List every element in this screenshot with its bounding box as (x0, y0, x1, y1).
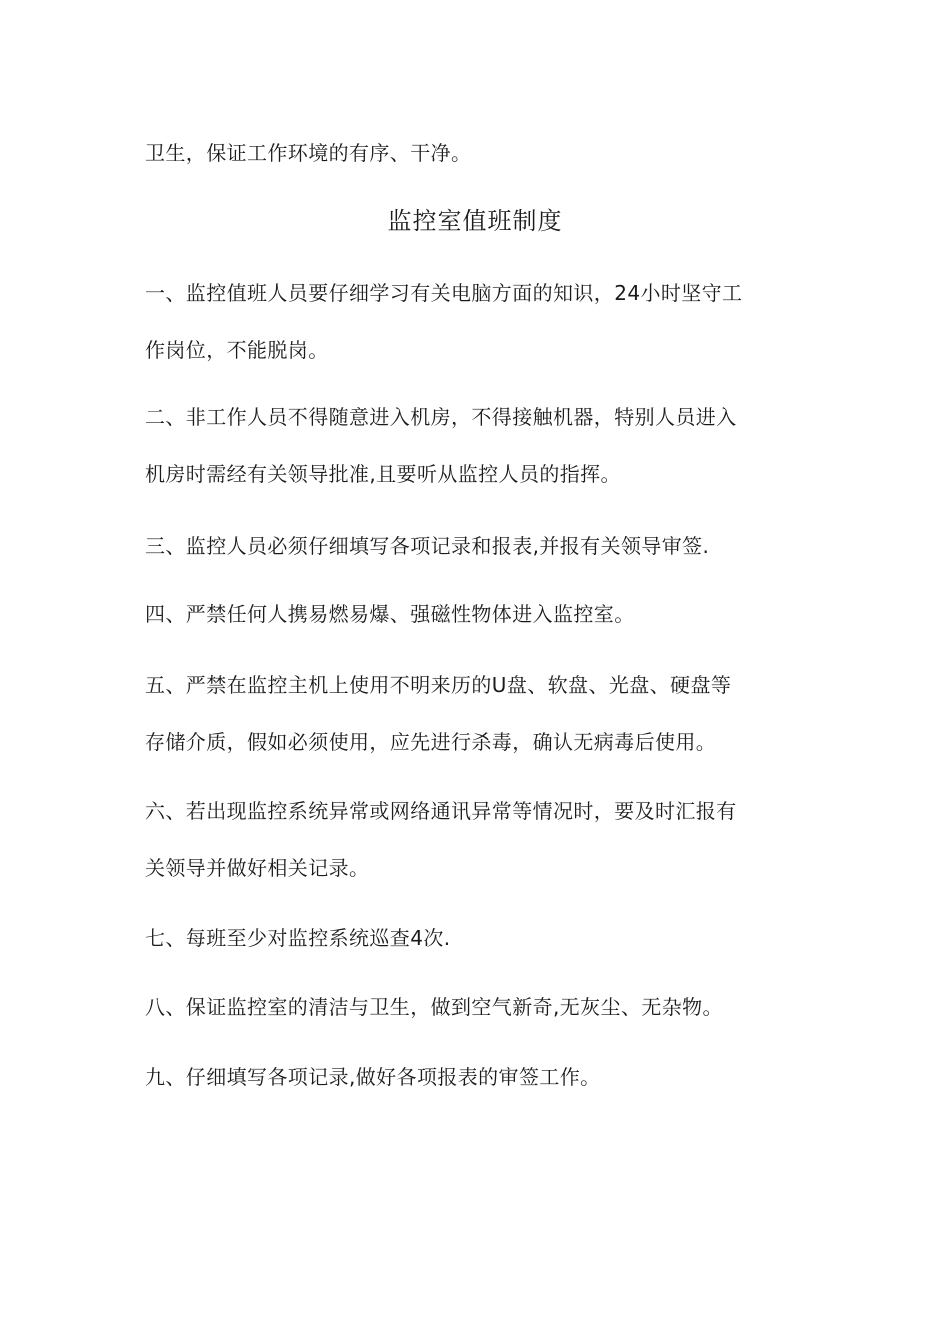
rule-1-line-1: 一、监控值班人员要仔细学习有关电脑方面的知识，24小时坚守工 (145, 281, 743, 305)
rule-6-line-2: 关领导并做好相关记录。 (145, 856, 370, 880)
rule-4: 四、严禁任何人携易燃易爆、强磁性物体进入监控室。 (145, 602, 635, 626)
rule-7: 七、每班至少对监控系统巡查4次. (145, 926, 451, 950)
document-title: 监控室值班制度 (387, 207, 563, 235)
rule-9: 九、仔细填写各项记录,做好各项报表的审签工作。 (145, 1065, 601, 1089)
rule-3: 三、监控人员必须仔细填写各项记录和报表,并报有关领导审签. (145, 534, 710, 558)
continuation-text: 卫生，保证工作环境的有序、干净。 (145, 141, 472, 165)
rule-8: 八、保证监控室的清洁与卫生，做到空气新奇,无灰尘、无杂物。 (145, 995, 723, 1019)
rule-6-line-1: 六、若出现监控系统异常或网络通讯异常等情况时，要及时汇报有 (145, 799, 737, 823)
rule-2-line-1: 二、非工作人员不得随意进入机房，不得接触机器，特别人员进入 (145, 405, 737, 429)
rule-1-line-2: 作岗位，不能脱岗。 (145, 338, 329, 362)
rule-5-line-2: 存储介质，假如必须使用，应先进行杀毒，确认无病毒后使用。 (145, 730, 717, 754)
rule-5-line-1: 五、严禁在监控主机上使用不明来历的U盘、软盘、光盘、硬盘等 (145, 673, 732, 697)
rule-2-line-2: 机房时需经有关领导批准,且要听从监控人员的指挥。 (145, 462, 621, 486)
